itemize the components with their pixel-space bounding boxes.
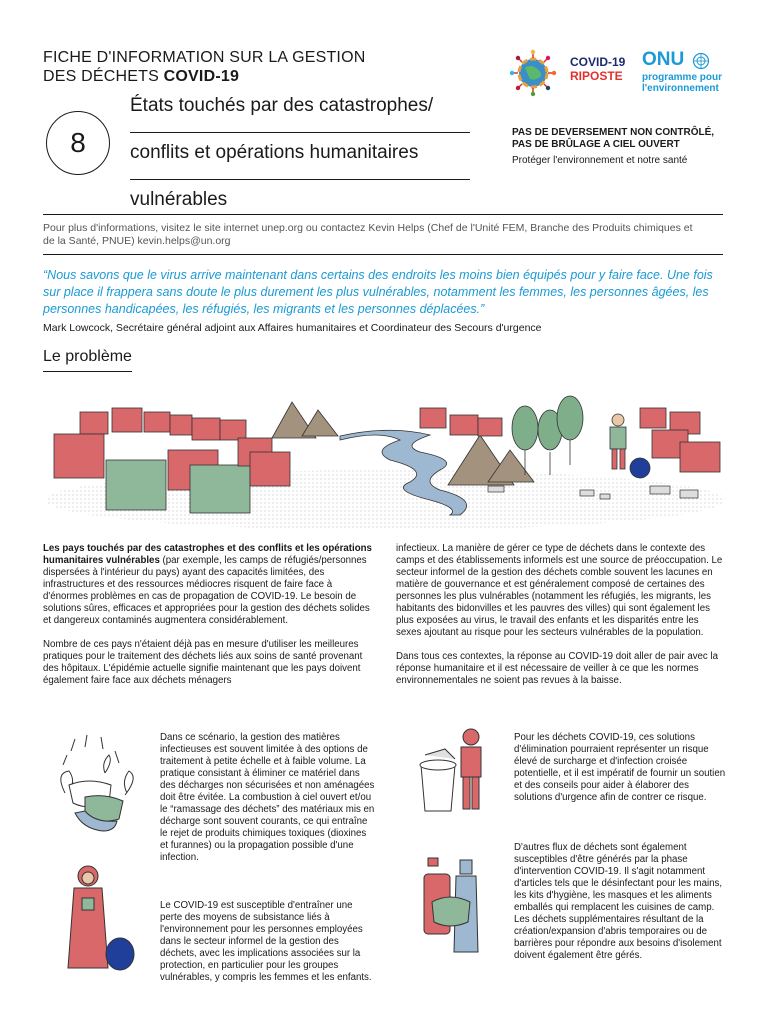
burning-masks-icon <box>55 733 145 848</box>
covid-riposte-text <box>570 55 625 83</box>
campaign-badge <box>512 127 737 167</box>
trees <box>512 396 583 475</box>
onu-subtitle <box>642 72 722 94</box>
trash-bin-worker-icon <box>415 725 500 825</box>
badge-line2: PAS DE BRÛLAGE A CIEL OUVERT <box>512 139 680 150</box>
subtitle-line-2: conflits et opérations humanitaires <box>130 133 470 180</box>
header-title-line1: FICHE D'INFORMATION SUR LA GESTION <box>43 49 366 66</box>
covid-label: COVID-19 <box>570 55 626 69</box>
badge-tagline: Protéger l'environnement et notre santé <box>512 155 688 166</box>
covid-riposte-logo-icon <box>508 48 558 98</box>
hygiene-products-icon <box>420 852 495 962</box>
contact-info: Pour plus d'informations, visitez le site internet unep.org ou contactez Kevin Helps (Chef de l'Unité FEM, Branche des Produits chimiques et de la Santé, PNUE) kevin.helps@un.org <box>43 222 693 247</box>
header-title-line2-prefix: DES DÉCHETS <box>43 68 164 85</box>
divider-bottom <box>43 254 723 255</box>
quote-attribution: Mark Lowcock, Secrétaire général adjoint aux Affaires humanitaires et Coordinateur des Secours d'urgence <box>43 322 542 334</box>
onu-word: ONU <box>642 49 685 70</box>
right-column <box>396 543 726 699</box>
sheet-number: 8 <box>46 111 110 175</box>
waste-streams-text-block: D'autres flux de déchets sont également susceptibles d'être générés par la phase d'intervention COVID-19. Il s'agit notamment d'articles tels que le désinfectant pour les mains, les kits d'hygiène, les masques et les aliments emballés qui remplacent les cuisines de camp. Les déchets supplémentaires résultant de la création/expansion d'abris temporaires ou de barrières pour répondre aux besoins d'isolement doivent également être gérés. <box>514 842 723 961</box>
badge-line1: PAS DE DEVERSEMENT NON CONTRÔLÉ, <box>512 127 715 138</box>
sheet-subtitle <box>130 92 470 226</box>
unep-logo <box>642 50 722 94</box>
section-heading: Le problème <box>43 348 132 372</box>
logos <box>508 46 733 106</box>
livelihood-text-block: Le COVID-19 est susceptible d'entraîner une perte des moyens de subsistance liés à l'environnement pour les personnes employées dans le secteur informel de la gestion des déchets, avec les implications associées sur la protection, en particulier pour les groupes vulnérables, y compris les femmes et les enfants. <box>160 900 372 983</box>
burning-text-block: Dans ce scénario, la gestion des matières infectieuses est souvent limitée à des options de traitement à petite échelle et à faible volume. La pratique consistant à éliminer ce matériel dans des décharges non sécurisées et non aménagées doit être évitée. La combustion à ciel ouvert et/ou le “ramassage des déchets” des matériaux mis en décharge sont souvent courants, ce qui entraîne le rejet de produits chimiques toxiques (dioxines et furannes) ou la propagation possible d'une infection. <box>160 732 375 863</box>
right-col-p2: Dans tous ces contextes, la réponse au COVID-19 doit aller de pair avec la réponse humanitaire et il est nécessaire de veiller à ce que les normes environnementales ne soient pas revues à la baisse. <box>396 651 719 686</box>
left-col-p2: Nombre de ces pays n'étaient déjà pas en mesure d'utiliser les meilleures pratiques pour le traitement des déchets liés aux soins de santé provenant des hôpitaux. L'épidémie actuelle signifie maintenant que les pays doivent également faire face aux déchets ménagers <box>43 639 363 686</box>
divider-top <box>43 214 723 215</box>
un-emblem-icon <box>692 52 710 70</box>
camp-scene-illustration <box>40 390 730 530</box>
right-col-p1: infectieux. La manière de gérer ce type de déchets dans le contexte des camps et des établissements informels est une source de préoccupation. Le secteur informel de la gestion des déchets comble souvent les lacunes en matière de gouvernance et est généralement composé de certaines des personnes les plus vulnérables (notamment les réfugiés, les migrants, les habitants des bidonvilles et les pauvres des villes) qui sont également les plus exposées au virus, le travail des enfants et les disparités entre les sexes ajoutant au risque pour les secteurs vulnérables de la population. <box>396 543 723 638</box>
header-title-line2-bold: COVID-19 <box>163 68 240 85</box>
left-col-p1-bold: Les pays touchés par des catastrophes et des conflits et les opérations humanitaires vulnérables <box>43 543 372 566</box>
onu-sub-line2: l'environnement <box>642 83 719 94</box>
header-title <box>43 48 383 86</box>
pull-quote: “Nous savons que le virus arrive maintenant dans certains des endroits les moins bien équipés pour y faire face. Une fois sur place il frappera sans doute le plus durement les plus vulnérables, notamment les femmes, les personnes âgées, les personnes handicapées, les réfugiés, les migrants et les personnes déplacées.” <box>43 268 713 316</box>
disposal-text-block: Pour les déchets COVID-19, ces solutions d'élimination pourraient représenter un risque élevé de surcharge et d'infection croisée potentielle, et il est impératif de fournir un soutien et des conseils pour aider à élaborer des solutions d'urgence afin de contrer ce risque. <box>514 732 726 803</box>
left-col-p1-rest: (par exemple, les camps de réfugiés/personnes dispersées à l'intérieur du pays) ayant des capacités limitées, des infrastructures et des ressources médiocres risquent de faire face à d'énormes problèmes en cas de propagation de COVID-19. Le besoin de solutions sûres, efficaces et appropriées pour la gestion des déchets solides et dangereux contaminés augmentera considérablement. <box>43 555 370 626</box>
riposte-label: RIPOSTE <box>570 69 623 83</box>
subtitle-line-3: vulnérables <box>130 189 228 210</box>
subtitle-line-1: États touchés par des catastrophes/ <box>130 92 470 133</box>
left-col-p1 <box>43 543 373 627</box>
onu-sub-line1: programme pour <box>642 72 723 83</box>
woman-waste-picker-icon <box>60 858 145 978</box>
left-column <box>43 543 373 699</box>
